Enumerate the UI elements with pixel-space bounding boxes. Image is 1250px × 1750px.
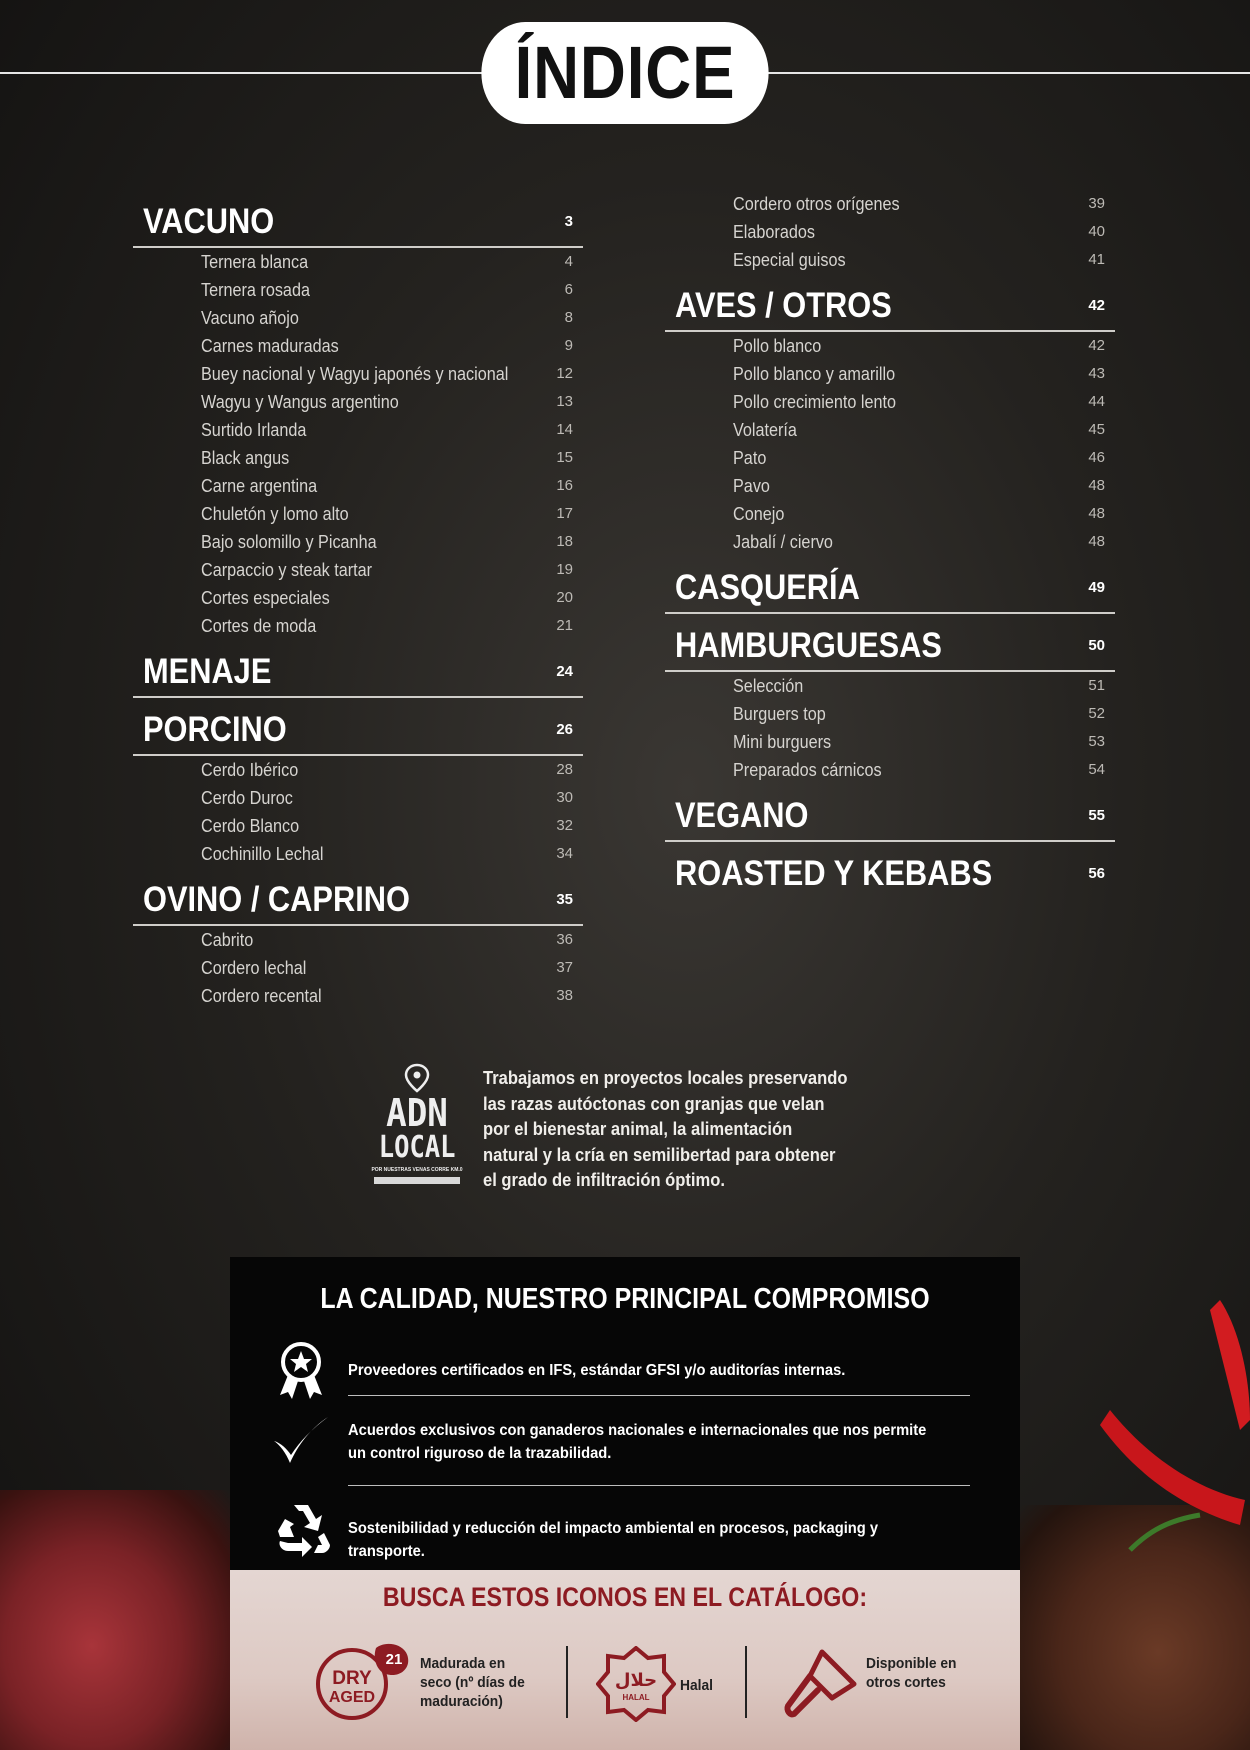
adn-logo-line1: ADN [386, 1091, 448, 1135]
toc-item[interactable] [133, 840, 583, 868]
toc-item-list [665, 190, 1115, 274]
toc-item-page: 53 [1088, 733, 1105, 750]
recycle-icon [268, 1495, 334, 1561]
section-name: CASQUERÍA [675, 568, 860, 607]
adn-description: Trabajamos en proyectos locales preservando las razas autóctonas con granjas que velan por el bienestar animal, la alimentación natural y la cría en semilibertad para obtener el grado de infiltración óptimo. [483, 1068, 848, 1190]
toc-item[interactable] [665, 500, 1115, 528]
legend-divider [566, 1646, 568, 1718]
toc-item-name: Selección [733, 676, 804, 696]
dry-aged-days: 21 [385, 1651, 403, 1668]
quality-item-text: Proveedores certificados en IFS, estándar GFSI y/o auditorías internas. [348, 1362, 846, 1379]
toc-item[interactable] [665, 246, 1115, 274]
toc-item-page: 30 [556, 789, 573, 806]
toc-item[interactable] [665, 472, 1115, 500]
toc-section[interactable] [133, 702, 583, 756]
toc-item-name: Chuletón y lomo alto [201, 504, 349, 524]
page-title: ÍNDICE [481, 22, 768, 124]
toc-right-column [665, 190, 1115, 898]
toc-item[interactable] [133, 304, 583, 332]
toc-item-name: Cortes de moda [201, 616, 317, 636]
quality-title: LA CALIDAD, NUESTRO PRINCIPAL COMPROMISO [320, 1283, 930, 1315]
section-name: OVINO / CAPRINO [143, 880, 410, 919]
toc-item[interactable] [133, 584, 583, 612]
toc-item[interactable] [133, 444, 583, 472]
section-page: 42 [1088, 297, 1105, 314]
toc-item-page: 48 [1088, 533, 1105, 550]
section-page: 50 [1088, 637, 1105, 654]
icons-legend [230, 1570, 1020, 1750]
toc-item-page: 44 [1088, 393, 1105, 410]
toc-item-page: 45 [1088, 421, 1105, 438]
toc-item[interactable] [133, 812, 583, 840]
toc-item-page: 40 [1088, 223, 1105, 240]
toc-item-page: 20 [556, 589, 573, 606]
toc-item-name: Volatería [733, 420, 797, 440]
toc-item-page: 12 [556, 365, 573, 382]
toc-item[interactable] [133, 556, 583, 584]
toc-item[interactable] [133, 926, 583, 954]
cleaver-label: Disponible en otros cortes [866, 1655, 957, 1691]
legend-divider [745, 1646, 747, 1718]
quality-separator [348, 1485, 970, 1486]
toc-item-page: 48 [1088, 477, 1105, 494]
toc-item-list [133, 248, 583, 640]
toc-item-page: 18 [556, 533, 573, 550]
toc-item-name: Cochinillo Lechal [201, 844, 324, 864]
toc-item[interactable] [133, 612, 583, 640]
award-ribbon-icon [268, 1337, 334, 1403]
toc-item-name: Cordero lechal [201, 958, 307, 978]
quality-item-text: Acuerdos exclusivos con ganaderos nacionales e internacionales que nos permite un control riguroso de la trazabilidad. [348, 1422, 927, 1462]
toc-item-name: Pollo crecimiento lento [733, 392, 896, 412]
toc-item[interactable] [665, 756, 1115, 784]
halal-arabic: حلال [614, 1670, 658, 1691]
section-page: 55 [1088, 807, 1105, 824]
toc-item-list [133, 756, 583, 868]
toc-item-name: Especial guisos [733, 250, 846, 270]
toc-item-name: Elaborados [733, 222, 815, 242]
checkmark-icon [268, 1407, 334, 1473]
toc-item[interactable] [133, 784, 583, 812]
toc-item[interactable] [665, 416, 1115, 444]
toc-item[interactable] [133, 416, 583, 444]
toc-section[interactable] [133, 872, 583, 926]
dry-aged-badge-bottom: AGED [328, 1689, 376, 1706]
location-pin-icon [372, 1063, 462, 1093]
toc-item-page: 54 [1088, 761, 1105, 778]
toc-item-name: Ternera rosada [201, 280, 310, 300]
toc-item[interactable] [133, 528, 583, 556]
toc-item-name: Cordero otros orígenes [733, 194, 900, 214]
toc-left-column [133, 190, 583, 1010]
toc-item-name: Pollo blanco [733, 336, 822, 356]
section-page: 49 [1088, 579, 1105, 596]
toc-item-name: Cerdo Duroc [201, 788, 293, 808]
toc-item[interactable] [133, 500, 583, 528]
toc-item[interactable] [665, 444, 1115, 472]
halal-icon [596, 1646, 676, 1722]
toc-item[interactable] [133, 756, 583, 784]
toc-item-page: 14 [556, 421, 573, 438]
toc-item[interactable] [665, 672, 1115, 700]
dry-aged-badge-top: DRY [332, 1668, 372, 1689]
toc-item-page: 15 [556, 449, 573, 466]
toc-item-page: 34 [556, 845, 573, 862]
icons-legend-title: BUSCA ESTOS ICONOS EN EL CATÁLOGO: [382, 1582, 868, 1612]
chili-pepper-image [1090, 1290, 1250, 1590]
halal-label: Halal [680, 1677, 713, 1694]
toc-item-name: Vacuno añojo [201, 308, 299, 328]
section-name: VEGANO [675, 796, 809, 835]
toc-item-name: Bajo solomillo y Picanha [201, 532, 377, 552]
section-name: ROASTED Y KEBABS [675, 854, 993, 893]
toc-item-page: 16 [556, 477, 573, 494]
section-name: MENAJE [143, 652, 272, 691]
section-page: 56 [1088, 865, 1105, 882]
toc-section[interactable] [665, 788, 1115, 842]
toc-section[interactable] [133, 644, 583, 698]
toc-item-name: Carne argentina [201, 476, 318, 496]
toc-item-page: 37 [556, 959, 573, 976]
steak-image-left [0, 1490, 230, 1750]
toc-section[interactable] [665, 618, 1115, 672]
toc-item-page: 36 [556, 931, 573, 948]
toc-item-page: 8 [564, 309, 573, 326]
adn-local-logo [372, 1063, 462, 1193]
toc-item-page: 28 [556, 761, 573, 778]
toc-item-list [665, 672, 1115, 784]
toc-item-name: Jabalí / ciervo [733, 532, 833, 552]
toc-item-name: Burguers top [733, 704, 826, 724]
section-page: 24 [556, 663, 573, 680]
dry-aged-label: Madurada en seco (nº días de maduración) [420, 1655, 525, 1710]
section-page: 35 [556, 891, 573, 908]
toc-item-page: 52 [1088, 705, 1105, 722]
halal-latin: HALAL [622, 1693, 650, 1702]
adn-logo-line2: LOCAL [378, 1130, 456, 1165]
toc-item-page: 32 [556, 817, 573, 834]
toc-item-name: Surtido Irlanda [201, 420, 307, 440]
toc-item-name: Pato [733, 448, 767, 468]
adn-logo-tagline: POR NUESTRAS VENAS CORRE KM.0 [371, 1167, 463, 1173]
toc-item[interactable] [133, 472, 583, 500]
toc-item-name: Carpaccio y steak tartar [201, 560, 373, 580]
quality-separator [348, 1395, 970, 1396]
toc-item-page: 9 [564, 337, 573, 354]
toc-item-page: 42 [1088, 337, 1105, 354]
toc-item-page: 39 [1088, 195, 1105, 212]
toc-item-name: Pavo [733, 476, 770, 496]
section-page: 3 [564, 213, 573, 230]
toc-item[interactable] [665, 190, 1115, 218]
toc-item-name: Preparados cárnicos [733, 760, 882, 780]
toc-item-name: Conejo [733, 504, 785, 524]
toc-section[interactable] [665, 560, 1115, 614]
toc-item-page: 21 [556, 617, 573, 634]
toc-item-list [133, 926, 583, 1010]
toc-item-page: 46 [1088, 449, 1105, 466]
toc-item-name: Buey nacional y Wagyu japonés y nacional [201, 364, 509, 384]
toc-item-page: 41 [1088, 251, 1105, 268]
toc-item-name: Cerdo Ibérico [201, 760, 299, 780]
toc-item[interactable] [133, 248, 583, 276]
toc-item[interactable] [133, 982, 583, 1010]
section-name: PORCINO [143, 710, 287, 749]
toc-item-page: 43 [1088, 365, 1105, 382]
quality-commitment-box [230, 1257, 1020, 1570]
toc-item-page: 13 [556, 393, 573, 410]
toc-item-name: Cordero recental [201, 986, 322, 1006]
toc-item-name: Cerdo Blanco [201, 816, 300, 836]
toc-section[interactable] [133, 194, 583, 248]
toc-item[interactable] [665, 218, 1115, 246]
section-name: HAMBURGUESAS [675, 626, 942, 665]
toc-item-page: 4 [564, 253, 573, 270]
toc-item-page: 17 [556, 505, 573, 522]
toc-section[interactable] [665, 846, 1115, 898]
toc-item[interactable] [133, 360, 583, 388]
dry-aged-icon [314, 1638, 414, 1724]
toc-item-name: Cortes especiales [201, 588, 330, 608]
toc-item-name: Pollo blanco y amarillo [733, 364, 896, 384]
toc-item[interactable] [665, 700, 1115, 728]
toc-item-name: Wagyu y Wangus argentino [201, 392, 399, 412]
adn-logo-bar [374, 1177, 460, 1184]
toc-item[interactable] [133, 332, 583, 360]
toc-item[interactable] [665, 360, 1115, 388]
toc-item[interactable] [133, 276, 583, 304]
toc-item-page: 6 [564, 281, 573, 298]
toc-item[interactable] [133, 954, 583, 982]
section-name: VACUNO [143, 202, 275, 241]
cleaver-icon [780, 1646, 860, 1722]
toc-item[interactable] [665, 332, 1115, 360]
toc-section[interactable] [665, 278, 1115, 332]
toc-item[interactable] [133, 388, 583, 416]
section-page: 26 [556, 721, 573, 738]
toc-item-name: Black angus [201, 448, 290, 468]
toc-item-page: 51 [1088, 677, 1105, 694]
toc-item-page: 48 [1088, 505, 1105, 522]
toc-item[interactable] [665, 388, 1115, 416]
section-name: AVES / OTROS [675, 286, 892, 325]
toc-item-page: 38 [556, 987, 573, 1004]
toc-item-name: Carnes maduradas [201, 336, 339, 356]
quality-item-text: Sostenibilidad y reducción del impacto ambiental en procesos, packaging y transporte. [348, 1520, 879, 1560]
toc-item[interactable] [665, 528, 1115, 556]
toc-item[interactable] [665, 728, 1115, 756]
toc-item-name: Ternera blanca [201, 252, 309, 272]
toc-item-name: Cabrito [201, 930, 254, 950]
toc-item-page: 19 [556, 561, 573, 578]
toc-item-list [665, 332, 1115, 556]
toc-item-name: Mini burguers [733, 732, 832, 752]
